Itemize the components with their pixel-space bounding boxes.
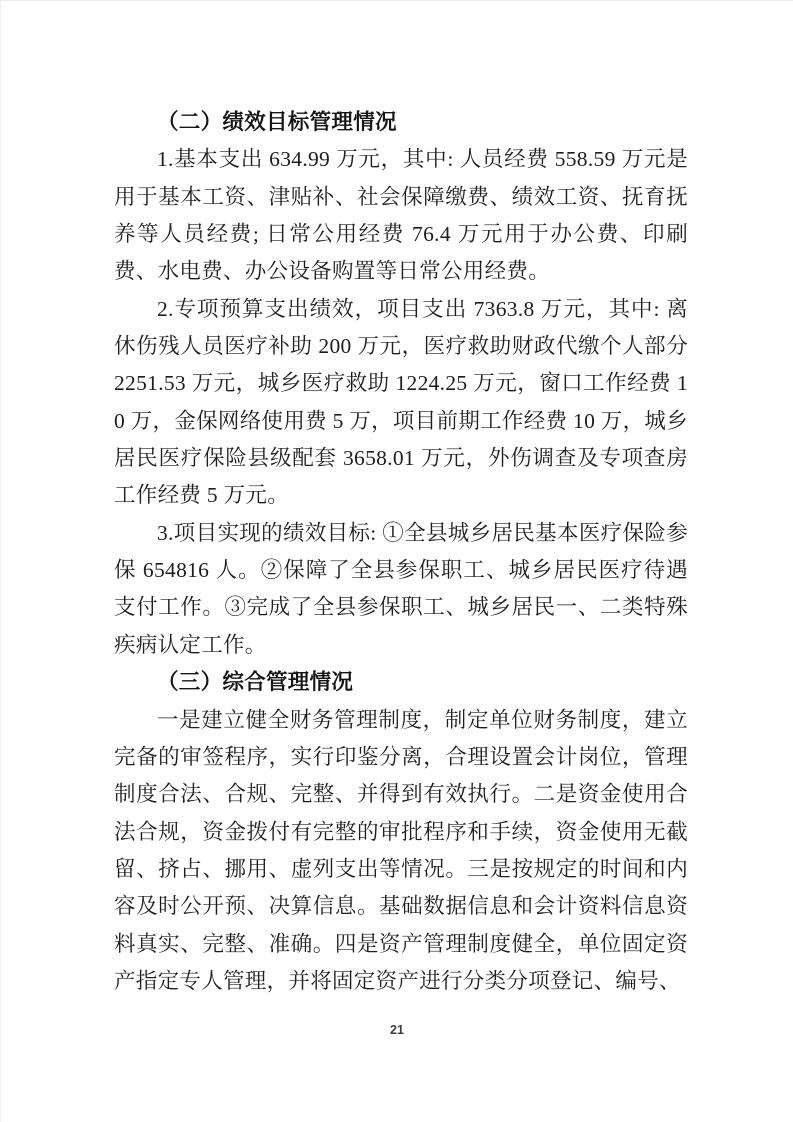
page-number: 21 — [390, 1023, 404, 1037]
paragraph-comprehensive-management: 一是建立健全财务管理制度，制定单位财务制度，建立完备的审签程序，实行印鉴分离，合理设置会计岗位，管理制度合法、合规、完整、并得到有效执行。二是资金使用合法合规，资金拨付有完整的审批程序和手续，资金使用无截留、挤占、挪用、虚列支出等情况。三是按规定的时间和内容及时公开预、决算信息。基础数据信息和会计资料信息资料真实、完整、准确。四是资产管理制度健全，单位固定资产指定专人管理，并将固定资产进行分类分项登记、编号、 — [114, 707, 688, 993]
paragraph-basic-expenditure: 1.基本支出 634.99 万元，其中: 人员经费 558.59 万元是用于基本工资、津贴补、社会保障缴费、绩效工资、抚育抚养等人员经费; 日常公用经费 76.4 万元用于办公费、印刷费、水电费、办公设备购置等日常公用经费。 — [114, 147, 688, 284]
section-heading-performance-targets: （二）绩效目标管理情况 — [157, 110, 397, 134]
document-content — [114, 104, 688, 1000]
section-heading-comprehensive-management: （三）综合管理情况 — [157, 670, 354, 695]
paragraph-special-budget-performance: 2.专项预算支出绩效，项目支出 7363.8 万元，其中: 离休伤残人员医疗补助 200 万元，医疗救助财政代缴个人部分 2251.53 万元，城乡医疗救助 1224.25 万元，窗口工作经费 10 万，金保网络使用费 5 万，项目前期工作经费 10 万，城乡居民医疗保险县级配套 3658.01 万元，外伤调查及专项查房工作经费 5 万元。 — [114, 296, 688, 508]
paragraph-achieved-targets: 3.项目实现的绩效目标: ①全县城乡居民基本医疗保险参保 654816 人。②保障了全县参保职工、城乡居民医疗待遇支付工作。③完成了全县参保职工、城乡居民一、二类特殊疾病认定工作。 — [114, 520, 688, 657]
